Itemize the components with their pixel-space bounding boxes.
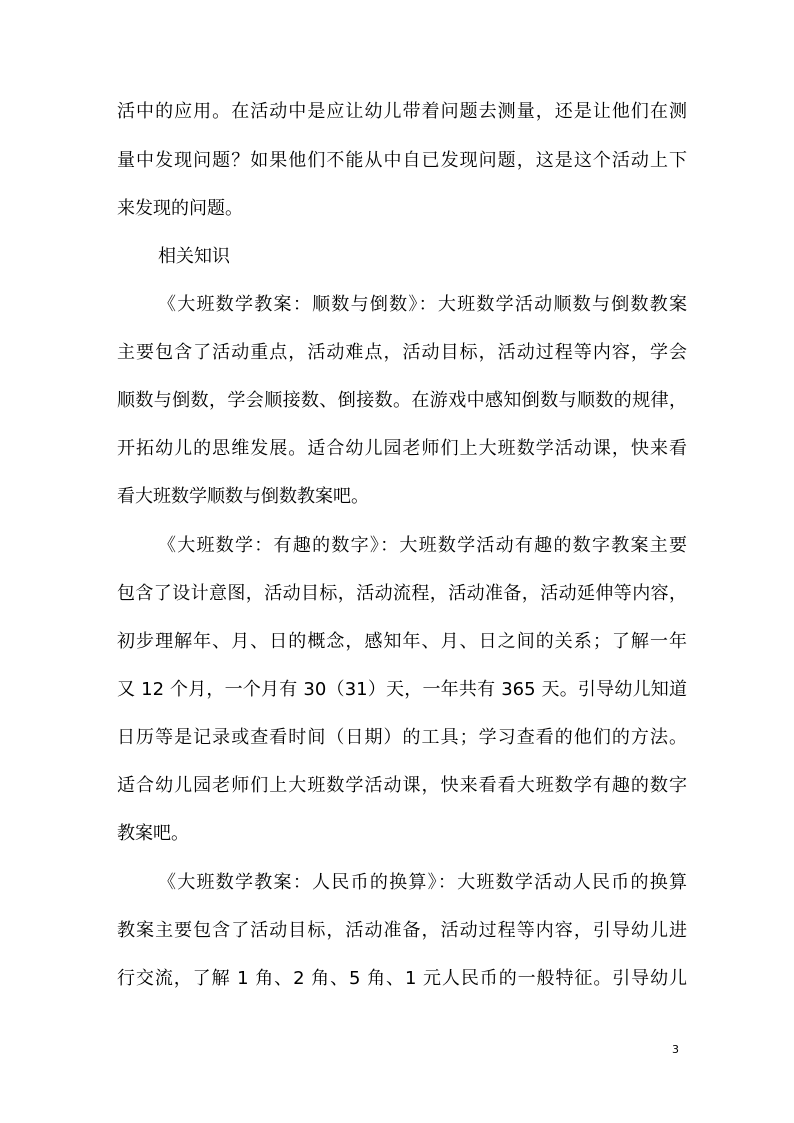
text-line: 《大班数学教案：顺数与倒数》：大班数学活动顺数与倒数教案 bbox=[158, 294, 687, 315]
section-heading: 相关知识 bbox=[158, 246, 230, 267]
text-line: 又 12 个月，一个月有 30（31）天，一年共有 365 天。引导幼儿知道 bbox=[117, 679, 687, 700]
text-line: 日历等是记录或查看时间（日期）的工具；学习查看的他们的方法。 bbox=[117, 727, 687, 748]
text-line: 活中的应用。在活动中是应让幼儿带着问题去测量，还是让他们在测 bbox=[117, 101, 687, 122]
text-line: 顺数与倒数，学会顺接数、倒接数。在游戏中感知倒数与顺数的规律， bbox=[117, 390, 687, 411]
text-line: 包含了设计意图，活动目标，活动流程，活动准备，活动延伸等内容， bbox=[117, 583, 687, 604]
text-line: 《大班数学：有趣的数字》：大班数学活动有趣的数字教案主要 bbox=[158, 535, 687, 556]
text-line: 开拓幼儿的思维发展。适合幼儿园老师们上大班数学活动课，快来看 bbox=[117, 438, 687, 459]
text-line: 《大班数学教案：人民币的换算》：大班数学活动人民币的换算 bbox=[158, 872, 687, 893]
text-line: 教案主要包含了活动目标，活动准备，活动过程等内容，引导幼儿进 bbox=[117, 920, 687, 941]
page-number: 3 bbox=[672, 1043, 679, 1056]
text-line: 看大班数学顺数与倒数教案吧。 bbox=[117, 486, 369, 507]
text-line: 适合幼儿园老师们上大班数学活动课，快来看看大班数学有趣的数字 bbox=[117, 775, 687, 796]
text-line: 来发现的问题。 bbox=[117, 198, 243, 219]
text-line: 初步理解年、月、日的概念，感知年、月、日之间的关系；了解一年 bbox=[117, 631, 687, 652]
text-line: 教案吧。 bbox=[117, 823, 189, 844]
text-line: 量中发现问题？如果他们不能从中自已发现问题，这是这个活动上下 bbox=[117, 150, 687, 171]
text-line: 行交流，了解 1 角、2 角、5 角、1 元人民币的一般特征。引导幼儿 bbox=[117, 968, 687, 989]
text-line: 主要包含了活动重点，活动难点，活动目标，活动过程等内容，学会 bbox=[117, 342, 687, 363]
